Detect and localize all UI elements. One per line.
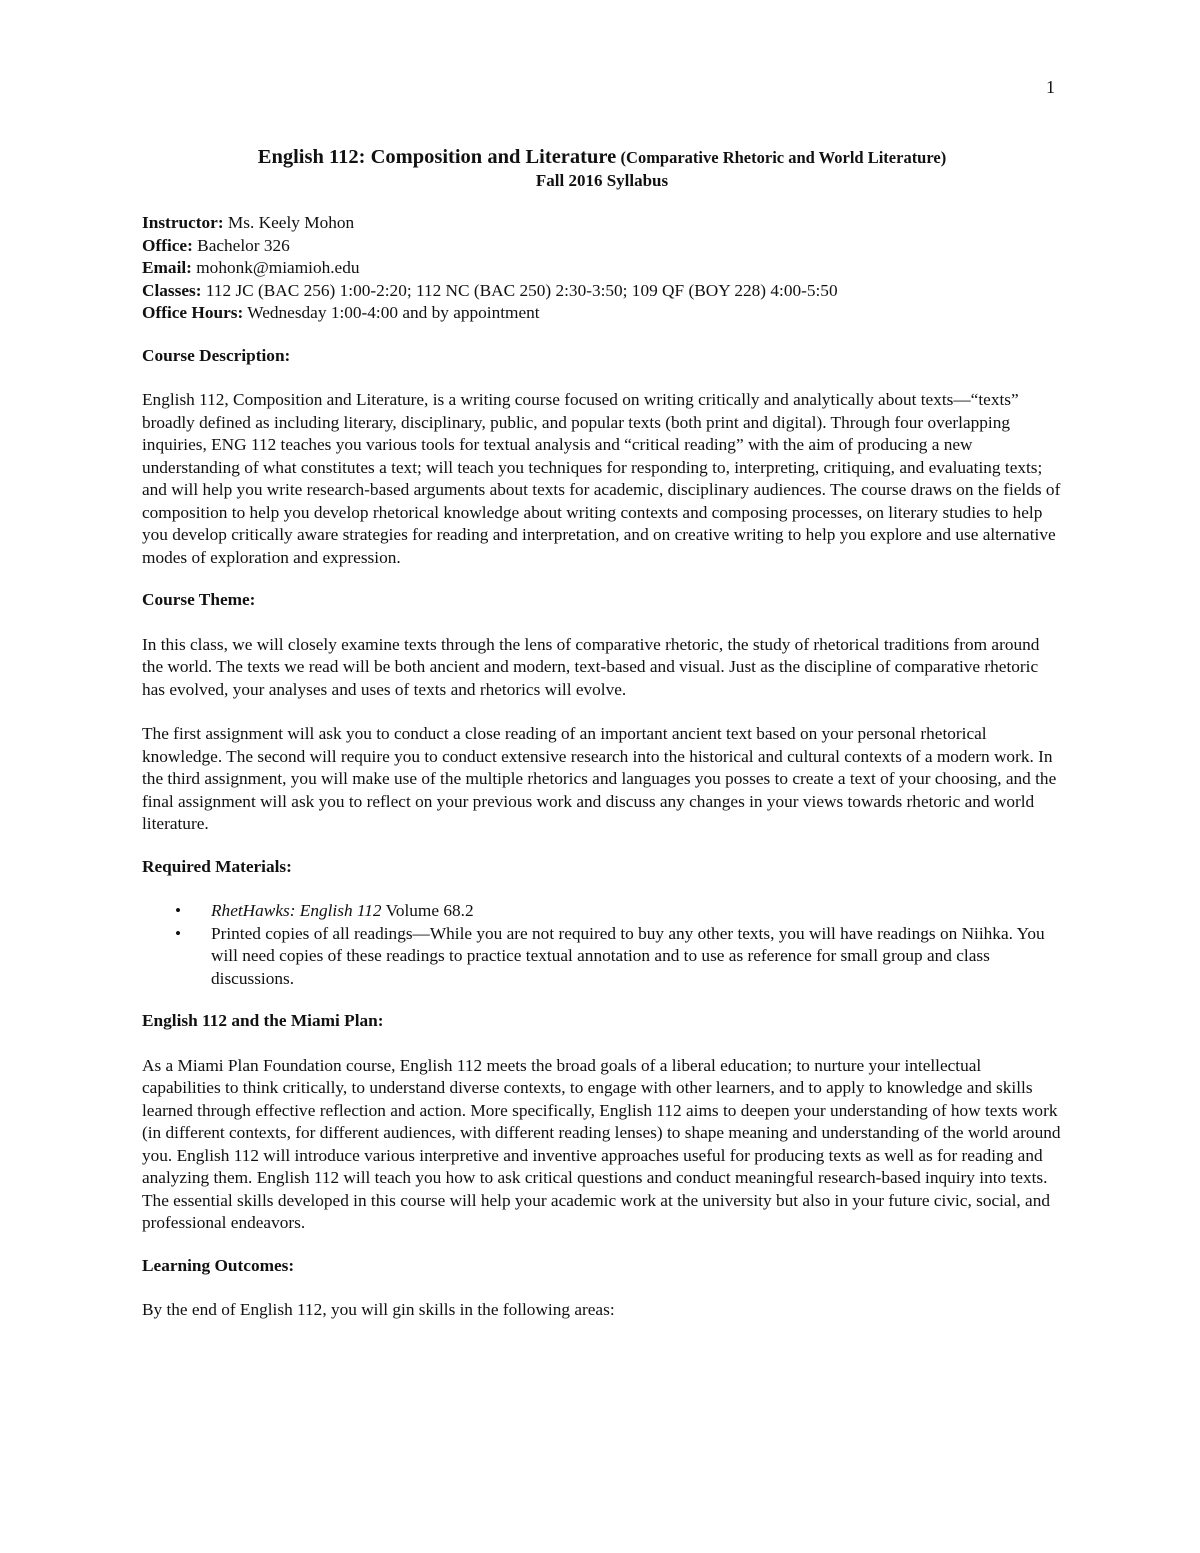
email-value: mohonk@miamioh.edu [191,258,360,277]
instructor-value: Ms. Keely Mohon [223,213,355,232]
bullet-icon: • [175,923,182,943]
course-theme-paragraph-1: In this class, we will closely examine texts through the lens of comparative rhetoric, the study of rhetorical traditions from around the world. The texts we read will be both ancient and modern, text-based and visual. Just as the discipline of comparative rhetoric has evolved, your analyses and uses of texts and rhetorics will evolve. [142,634,1040,699]
email-line [142,257,1062,280]
list-item [142,923,1062,991]
classes-line [142,280,1062,303]
learning-outcomes-intro: By the end of English 112, you will gin skills in the following areas: [142,1300,615,1319]
materials-list [142,900,1062,990]
list-item [142,900,1062,923]
bullet-icon: • [175,901,182,920]
learning-outcomes-heading: Learning Outcomes: [142,1255,295,1275]
office-label: Office: [142,235,193,255]
document-body [142,145,1062,1322]
textbook-title: RhetHawks: English 112 [211,901,382,920]
office-hours-value: Wednesday 1:00-4:00 and by appointment [243,303,540,322]
readings-note: Printed copies of all readings—While you are not required to buy any other texts, you will have readings on Niihka. You will need copies of these readings to practice textual annotation and to use as reference for small group and class discussions. [211,923,1045,988]
course-subtitle-paren: (Comparative Rhetoric and World Literature) [620,148,947,167]
office-hours-line [142,302,1062,325]
course-title: English 112: Composition and Literature [257,146,617,168]
textbook-volume: Volume 68.2 [381,901,474,920]
course-theme-paragraph-2: The first assignment will ask you to conduct a close reading of an important ancient text based on your personal rhetorical knowledge. The second will require you to conduct extensive research into the historical and cultural contexts of a modern work. In the third assignment, you will make use of the multiple rhetorics and languages you posses to create a text of your choosing, and the final assignment will ask you to reflect on your previous work and discuss any changes in your views towards rhetoric and world literature. [142,724,1057,833]
classes-label: Classes: [142,280,202,300]
instructor-line [142,212,1062,235]
office-hours-label: Office Hours: [142,303,244,322]
course-theme-heading: Course Theme: [142,590,256,609]
required-materials-heading: Required Materials: [142,856,292,876]
page-title [142,145,1062,170]
classes-value: 112 JC (BAC 256) 1:00-2:20; 112 NC (BAC 250) 2:30-3:50; 109 QF (BOY 228) 4:00-5:50 [201,280,838,300]
course-description-text: English 112, Composition and Literature, is a writing course focused on writing critically and analytically about texts—“texts” broadly defined as including literary, disciplinary, public, and popular texts (both print and digital). Through four overlapping inquiries, ENG 112 teaches you various tools for textual analysis and “critical reading” with the aim of producing a new understanding of what constitutes a text; will teach you techniques for responding to, interpreting, critiquing, and evaluating texts; and will help you write research-based arguments about texts for academic, disciplinary audiences. The course draws on the fields of composition to help you develop rhetorical knowledge about writing contexts and composing processes, on literary studies to help you develop critically aware strategies for reading and interpretation, and on creative writing to help you explore and use alternative modes of exploration and expression. [142,390,1061,567]
course-description-heading: Course Description: [142,345,291,365]
instructor-info [142,212,1062,325]
office-line [142,235,1062,258]
email-label: Email: [142,258,192,277]
page-number: 1 [1046,77,1055,97]
instructor-label: Instructor: [142,213,224,232]
office-value: Bachelor 326 [192,235,290,255]
syllabus-term: Fall 2016 Syllabus [535,170,669,190]
miami-plan-text: As a Miami Plan Foundation course, English 112 meets the broad goals of a liberal education; to nurture your intellectual capabilities to think critically, to understand diverse contexts, to engage with other learners, and to apply to knowledge and skills learned through effective reflection and action. More specifically, English 112 aims to deepen your understanding of how texts work (in different contexts, for different audiences, with different reading lenses) to shape meaning and understanding of the world around you. English 112 will introduce various interpretive and inventive approaches useful for producing texts as well as for reading and analyzing them. English 112 will teach you how to ask critical questions and conduct meaningful research-based inquiry into texts. The essential skills developed in this course will help your academic work at the university but also in your future civic, social, and professional endeavors. [142,1055,1061,1232]
miami-plan-heading: English 112 and the Miami Plan: [142,1011,384,1030]
